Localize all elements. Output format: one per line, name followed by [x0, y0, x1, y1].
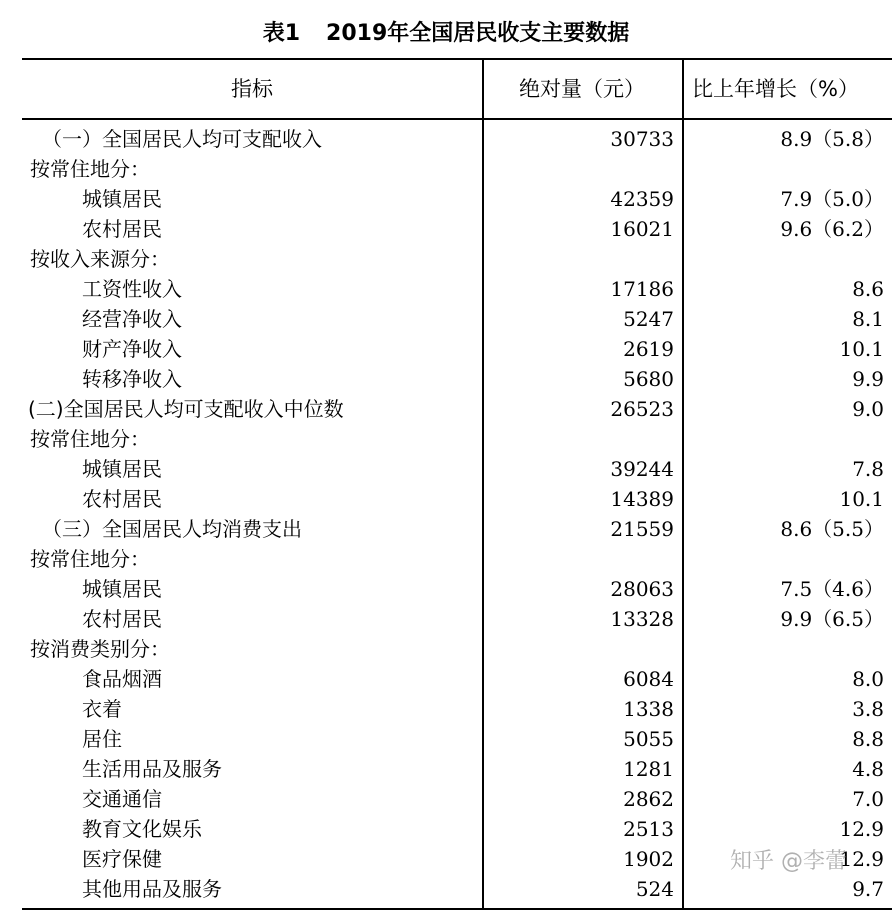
table-body — [22, 120, 892, 908]
row-value: 1902 — [623, 847, 674, 871]
row-label: 教育文化娱乐 — [82, 817, 202, 841]
row-label: 经营净收入 — [82, 307, 182, 331]
row-growth: 4.8 — [852, 757, 884, 781]
table-number: 表1 — [262, 21, 301, 46]
row-growth: 7.9（5.0） — [780, 187, 884, 211]
row-value: 30733 — [610, 127, 674, 151]
row-value — [482, 424, 674, 454]
row-growth: 3.8 — [852, 697, 884, 721]
table-row — [22, 814, 892, 844]
row-value: 39244 — [610, 457, 674, 481]
row-label: 按常住地分： — [30, 157, 150, 181]
table-row — [22, 544, 892, 574]
row-value: 16021 — [610, 217, 674, 241]
row-growth: 8.0 — [852, 667, 884, 691]
row-value: 42359 — [610, 187, 674, 211]
row-label: 按收入来源分： — [30, 247, 170, 271]
row-growth: 7.8 — [852, 457, 884, 481]
table-row — [22, 754, 892, 784]
table-row — [22, 724, 892, 754]
row-value: 6084 — [623, 667, 674, 691]
table-row — [22, 604, 892, 634]
table-row — [22, 664, 892, 694]
row-growth: 9.6（6.2） — [780, 217, 884, 241]
row-label: (二)全国居民人均可支配收入中位数 — [28, 397, 344, 421]
row-growth: 8.1 — [852, 307, 884, 331]
row-label: 财产净收入 — [82, 337, 182, 361]
row-value: 17186 — [610, 277, 674, 301]
row-value — [482, 544, 674, 574]
row-label: 工资性收入 — [82, 277, 182, 301]
row-label: 农村居民 — [82, 607, 162, 631]
row-label: 医疗保健 — [82, 847, 162, 871]
table-row — [22, 454, 892, 484]
table-row — [22, 874, 892, 904]
table-row — [22, 784, 892, 814]
table-row — [22, 484, 892, 514]
data-table — [22, 58, 892, 910]
row-value: 5680 — [623, 367, 674, 391]
row-growth: 9.9（6.5） — [780, 607, 884, 631]
row-label: 农村居民 — [82, 217, 162, 241]
table-row — [22, 394, 892, 424]
row-label: （一）全国居民人均可支配收入 — [42, 127, 322, 151]
row-value: 1281 — [623, 757, 674, 781]
header-growth: 比上年增长（%） — [692, 77, 859, 101]
table-row — [22, 304, 892, 334]
table-row — [22, 184, 892, 214]
row-value: 2513 — [623, 817, 674, 841]
row-label: 转移净收入 — [82, 367, 182, 391]
row-label: 生活用品及服务 — [82, 757, 222, 781]
row-growth: 10.1 — [839, 487, 884, 511]
table-row — [22, 424, 892, 454]
row-label: 按常住地分： — [30, 547, 150, 571]
row-growth: 12.9 — [839, 847, 884, 871]
row-value: 5055 — [623, 727, 674, 751]
row-label: 按常住地分： — [30, 427, 150, 451]
row-growth: 8.6（5.5） — [780, 517, 884, 541]
row-value — [482, 634, 674, 664]
row-label: 农村居民 — [82, 487, 162, 511]
table-row — [22, 214, 892, 244]
row-label: 衣着 — [82, 697, 122, 721]
header-absolute-amount: 绝对量（元） — [519, 77, 645, 101]
table-row — [22, 514, 892, 544]
table-title-text: 2019年全国居民收支主要数据 — [326, 21, 630, 46]
row-value: 1338 — [623, 697, 674, 721]
row-label: 居住 — [82, 727, 122, 751]
row-value: 26523 — [610, 397, 674, 421]
header-indicator: 指标 — [231, 77, 273, 101]
row-growth: 8.8 — [852, 727, 884, 751]
row-growth: 9.0 — [852, 397, 884, 421]
row-growth: 7.5（4.6） — [780, 577, 884, 601]
row-label: 按消费类别分： — [30, 637, 170, 661]
row-value: 14389 — [610, 487, 674, 511]
row-growth: 9.7 — [852, 877, 884, 901]
row-label: 城镇居民 — [82, 187, 162, 211]
row-growth: 10.1 — [839, 337, 884, 361]
row-value: 5247 — [623, 307, 674, 331]
table-row — [22, 154, 892, 184]
row-label: 其他用品及服务 — [82, 877, 222, 901]
row-label: （三）全国居民人均消费支出 — [42, 517, 302, 541]
row-value — [482, 244, 674, 274]
row-value: 13328 — [610, 607, 674, 631]
row-growth: 8.6 — [852, 277, 884, 301]
table-row — [22, 334, 892, 364]
row-growth — [682, 424, 884, 454]
table-row — [22, 274, 892, 304]
row-value — [482, 154, 674, 184]
row-label: 城镇居民 — [82, 457, 162, 481]
table-header — [22, 60, 892, 120]
row-growth — [682, 244, 884, 274]
row-value: 28063 — [610, 577, 674, 601]
row-value: 21559 — [610, 517, 674, 541]
row-label: 城镇居民 — [82, 577, 162, 601]
watermark: 知乎 @李蕾 — [730, 849, 847, 874]
row-growth: 9.9 — [852, 367, 884, 391]
table-row — [22, 364, 892, 394]
row-label: 食品烟酒 — [82, 667, 162, 691]
table-title — [0, 16, 892, 47]
table-row — [22, 694, 892, 724]
table-row — [22, 244, 892, 274]
table-row — [22, 634, 892, 664]
row-label: 交通通信 — [82, 787, 162, 811]
table-row — [22, 574, 892, 604]
row-value: 524 — [635, 877, 674, 901]
row-value: 2862 — [623, 787, 674, 811]
table-row — [22, 124, 892, 154]
row-value: 2619 — [623, 337, 674, 361]
row-growth — [682, 154, 884, 184]
row-growth — [682, 544, 884, 574]
row-growth: 12.9 — [839, 817, 884, 841]
row-growth: 7.0 — [852, 787, 884, 811]
row-growth: 8.9（5.8） — [780, 127, 884, 151]
row-growth — [682, 634, 884, 664]
